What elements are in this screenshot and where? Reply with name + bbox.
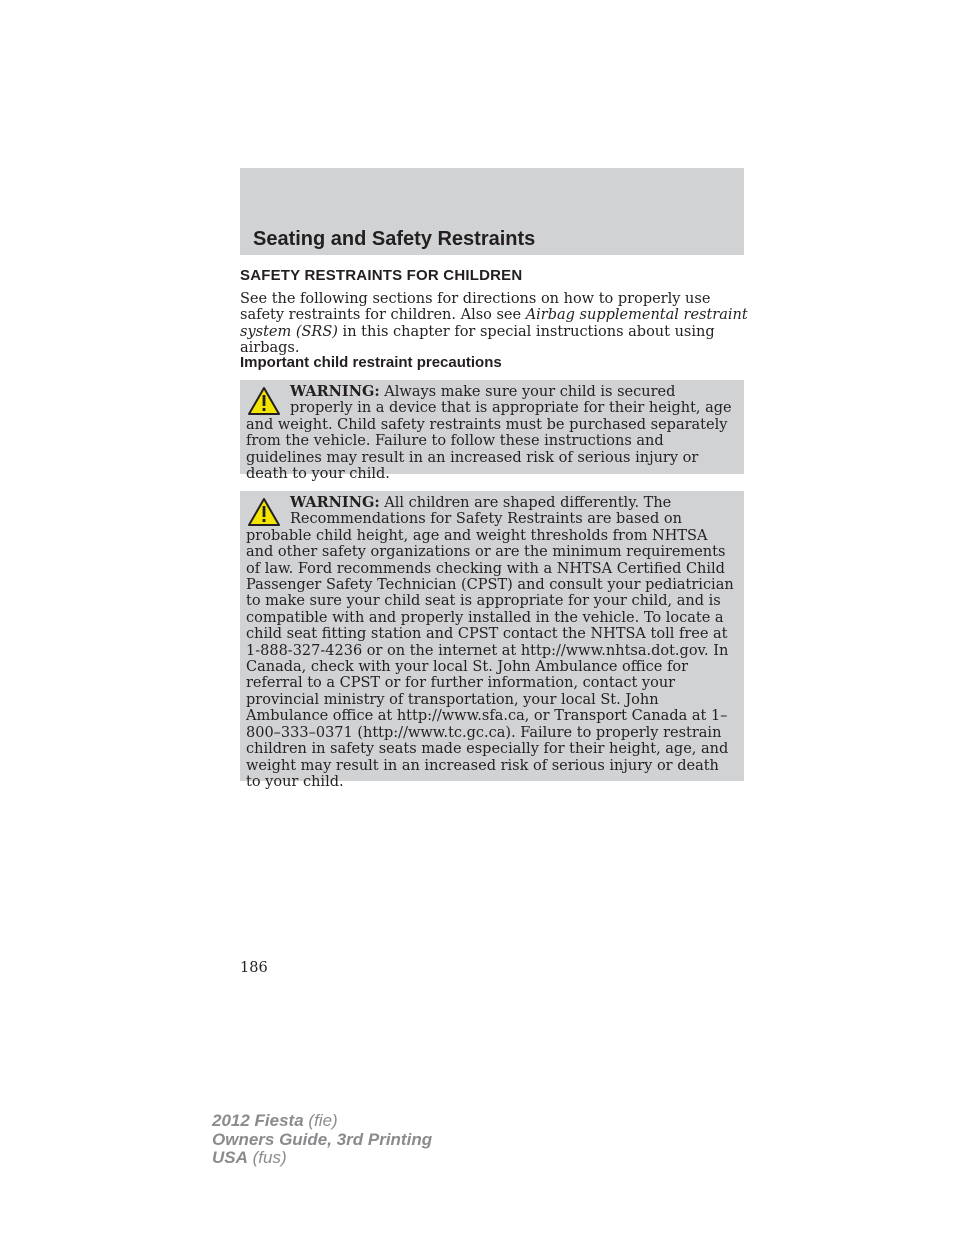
intro-text-before: See the following sections for directions on how to properly use safety restraints for children. Also see xyxy=(240,291,711,324)
warning-text-1 xyxy=(246,384,736,482)
warning-label: WARNING: xyxy=(290,383,380,400)
warning-triangle-icon xyxy=(247,386,281,416)
footer-region-code: (fus) xyxy=(247,1148,287,1167)
intro-paragraph xyxy=(240,291,750,357)
warning-body: All children are shaped differently. The Recommendations for Safety Restraints are based on probable child height, age and weight thresholds from NHTSA and other safety organizations or are the minimum requirements of law. Ford recommends checking with a NHTSA Certified Child Passenger Safety Technician (CPST) and consult your pediatrician to make sure your child seat is appropriate for your child, and is compatible with and properly installed in the vehicle. To locate a child seat fitting station and CPST contact the NHTSA toll free at 1-888-327-4236 or on the internet at http://www.nhtsa.dot.gov. In Canada, check with your local St. John Ambulance office for referral to a CPST or for further information, contact your provincial ministry of transportation, your local St. John Ambulance office at http://www.sfa.ca, or Transport Canada at 1–800–333–0371 (http://www.tc.gc.ca). Failure to properly restrain children in safety seats made especially for their height, age, and weight may result in an increased risk of serious injury or death to your child. xyxy=(246,495,734,790)
warning-text-2 xyxy=(246,495,736,790)
footer-line-guide xyxy=(212,1131,432,1150)
warning-box-2 xyxy=(240,491,744,790)
footer-region: USA xyxy=(212,1148,248,1167)
section-heading: SAFETY RESTRAINTS FOR CHILDREN xyxy=(240,267,523,284)
page-number: 186 xyxy=(240,960,268,976)
warning-triangle-icon xyxy=(247,497,281,527)
footer-line-model xyxy=(212,1112,432,1131)
warning-label: WARNING: xyxy=(290,494,380,511)
footer-guide-edition: Owners Guide, 3rd Printing xyxy=(212,1129,433,1149)
subsection-heading: Important child restraint precautions xyxy=(240,354,502,371)
chapter-header-band xyxy=(240,168,744,255)
chapter-title: Seating and Safety Restraints xyxy=(253,228,536,250)
warning-box-1 xyxy=(240,380,744,483)
footer-line-region xyxy=(212,1149,432,1168)
airbag-section-reference: Airbag supplemental restraint system (SRS) xyxy=(240,307,748,340)
footer-model: 2012 Fiesta xyxy=(212,1111,304,1130)
warning-body: Always make sure your child is secured properly in a device that is appropriate for their height, age and weight. Child safety restraints must be purchased separately from the vehicle. Failure to follow these instructions and guidelines may result in an increased risk of serious injury or death to your child. xyxy=(246,384,732,483)
footer-model-code: (fie) xyxy=(303,1111,338,1130)
document-footer xyxy=(212,1112,432,1168)
intro-text-after: in this chapter for special instructions about using airbags. xyxy=(240,323,715,357)
